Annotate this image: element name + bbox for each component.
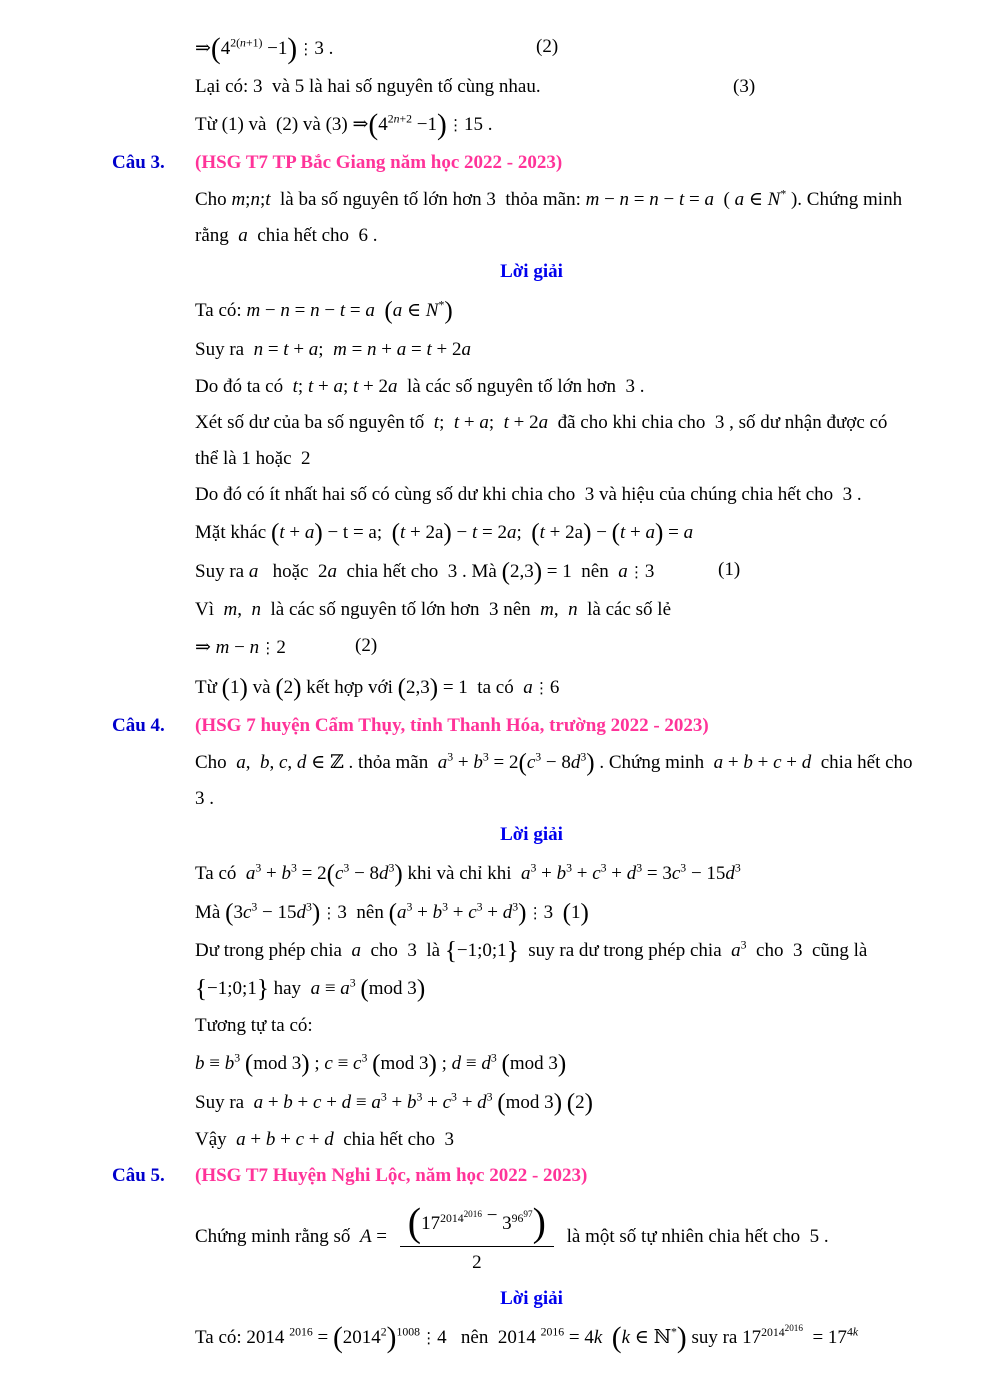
equation-line bbox=[0, 296, 983, 325]
solution-header: Lời giải bbox=[500, 1288, 563, 1309]
line-content: Ta có: 2014 $^{2016} = (2014^2)^{1008}⋮4$ nên 2014 $^{2016}$ = 4k (k ∈ ℕ*) suy ra $17^{2014^{2016}} = 17^{4k}$ bbox=[195, 1322, 859, 1355]
equation-line bbox=[0, 633, 983, 663]
problem-source: (HSG T7 TP Bắc Giang năm học 2022 - 2023) bbox=[195, 152, 563, 173]
line-content: Cho m;n;t là ba số nguyên tố lớn hơn 3 thỏa mãn: m − n = n − t = a ( a ∈ N* ). Chứng minh bbox=[195, 187, 903, 210]
problem-header-cau-4 bbox=[0, 713, 983, 739]
equation-number: (2) bbox=[355, 635, 378, 656]
line-content: $\Rightarrow(4^{2(n+1)}$ −1)⋮3 . bbox=[195, 33, 334, 66]
line-content: Mà ($3c^3$ − $15d^3)⋮3$ nên ($a^3 + b^3 + c^3$ + $d^3)⋮3$ (1) bbox=[195, 899, 589, 927]
equation-line bbox=[0, 1049, 983, 1078]
text-line bbox=[0, 446, 983, 472]
line-content: Vậy a + b + c + d chia hết cho 3 bbox=[195, 1129, 455, 1150]
equation-line-fraction bbox=[0, 1200, 983, 1276]
line-content: Từ (1) và (2) kết hợp với (2,3) = 1 ta có a⋮6 bbox=[195, 674, 560, 702]
line-content: Suy ra n = t + a; m = n + a = t + 2a bbox=[195, 339, 471, 360]
text-line bbox=[0, 750, 983, 776]
equation-line bbox=[0, 673, 983, 703]
equation-line bbox=[0, 1088, 983, 1117]
equation-number: (1) bbox=[718, 559, 741, 580]
equation-line bbox=[0, 974, 983, 1003]
solution-header: Lời giải bbox=[500, 824, 563, 845]
equation-line bbox=[0, 1323, 983, 1353]
equation-line bbox=[0, 557, 983, 587]
text-line bbox=[0, 74, 983, 100]
equation-line bbox=[0, 335, 983, 364]
line-content: Do đó có ít nhất hai số có cùng số dư khi chia cho 3 và hiệu của chúng chia hết cho 3 . bbox=[195, 484, 862, 505]
equation-line bbox=[0, 34, 983, 64]
equation-line bbox=[0, 110, 983, 140]
text-line bbox=[0, 410, 983, 436]
text-line bbox=[0, 374, 983, 400]
solution-header: Lời giải bbox=[500, 261, 563, 282]
line-content: Do đó ta có t; t + a; t + 2a là các số nguyên tố lớn hơn 3 . bbox=[195, 376, 645, 397]
line-content: Suy ra $a + b + c + d \equiv a^3 + b^3 + c^3 + d^3$ (mod 3) (2) bbox=[195, 1089, 594, 1117]
line-content: Mặt khác (t + a) − t = a; (t + 2a) − t = 2a; (t + 2a) − (t + a) = a bbox=[195, 519, 694, 547]
line-content: $b \equiv b^3$ (mod 3) ; $c \equiv c^3$ (mod 3) ; $d \equiv d^3$ (mod 3) bbox=[195, 1050, 567, 1078]
text-line bbox=[0, 597, 983, 623]
line-content: Xét số dư của ba số nguyên tố t; t + a; t + 2a đã cho khi chia cho 3 , số dư nhận được có bbox=[195, 412, 888, 433]
line-content: Từ (1) và (2) và (3) $\Rightarrow(4^{2n+2}$ −1)⋮15 . bbox=[195, 109, 493, 142]
equation-number: (2) bbox=[536, 36, 559, 57]
text-line bbox=[0, 223, 983, 249]
line-content: Ta có $a^3 + b^3 = 2(c^3 - 8d^3)$ khi và chỉ khi $a^3 + b^3 + c^3 + d^3 = 3c^3 - 15d^3$ bbox=[195, 860, 741, 888]
problem-number: Câu 3. bbox=[112, 152, 165, 173]
text-line bbox=[0, 786, 983, 812]
text-line bbox=[0, 187, 983, 213]
line-content: Tương tự ta có: bbox=[195, 1015, 313, 1036]
line-content: 3 . bbox=[195, 788, 214, 809]
problem-source: (HSG T7 Huyện Nghi Lộc, năm học 2022 - 2023) bbox=[195, 1165, 588, 1186]
line-content: Suy ra a hoặc 2a chia hết cho 3 . Mà (2,3) = 1 nên a⋮3 bbox=[195, 558, 655, 586]
line-content: Dư trong phép chia a cho 3 là {−1;0;1} suy ra dư trong phép chia $a^3$ cho 3 cũng là bbox=[195, 937, 868, 965]
text-line bbox=[0, 938, 983, 964]
line-content: Vì m, n là các số nguyên tố lớn hơn 3 nên m, n là các số lẻ bbox=[195, 599, 672, 620]
text-line bbox=[0, 1013, 983, 1039]
line-content: rằng a chia hết cho 6 . bbox=[195, 225, 378, 246]
equation-number: (3) bbox=[733, 76, 756, 97]
equation-line bbox=[0, 859, 983, 888]
problem-header-cau-5 bbox=[0, 1163, 983, 1189]
problem-header-cau-3 bbox=[0, 150, 983, 176]
equation-line bbox=[0, 518, 983, 547]
equation-line bbox=[0, 898, 983, 928]
line-content: thể là 1 hoặc 2 bbox=[195, 448, 311, 469]
problem-number: Câu 5. bbox=[112, 1165, 165, 1186]
problem-source: (HSG 7 huyện Cẩm Thụy, tỉnh Thanh Hóa, trường 2022 - 2023) bbox=[195, 715, 709, 736]
text-line bbox=[0, 1127, 983, 1153]
text-line bbox=[0, 482, 983, 508]
problem-number: Câu 4. bbox=[112, 715, 165, 736]
line-content: Lại có: 3 và 5 là hai số nguyên tố cùng nhau. bbox=[195, 76, 541, 97]
document-body bbox=[0, 34, 983, 1353]
line-content: ⇒ m − n⋮2 bbox=[195, 637, 286, 658]
line-content: Cho a, b, c, d ∈ ℤ . thỏa mãn $a^3 + b^3 = 2(c^3 - 8d^3)$ . Chứng minh a + b + c + d chia hết cho bbox=[195, 749, 913, 777]
line-content: Chứng minh rằng số A = $\frac{(17^{2014^{2016}} - 3^{96^{97}})}{2}$ là một số tự nhiên chia hết cho 5 . bbox=[195, 1199, 829, 1273]
line-content: {−1;0;1} hay $a \equiv a^3$ (mod 3) bbox=[195, 975, 426, 1003]
line-content: Ta có: m − n = n − t = a (a ∈ N*) bbox=[195, 297, 453, 325]
